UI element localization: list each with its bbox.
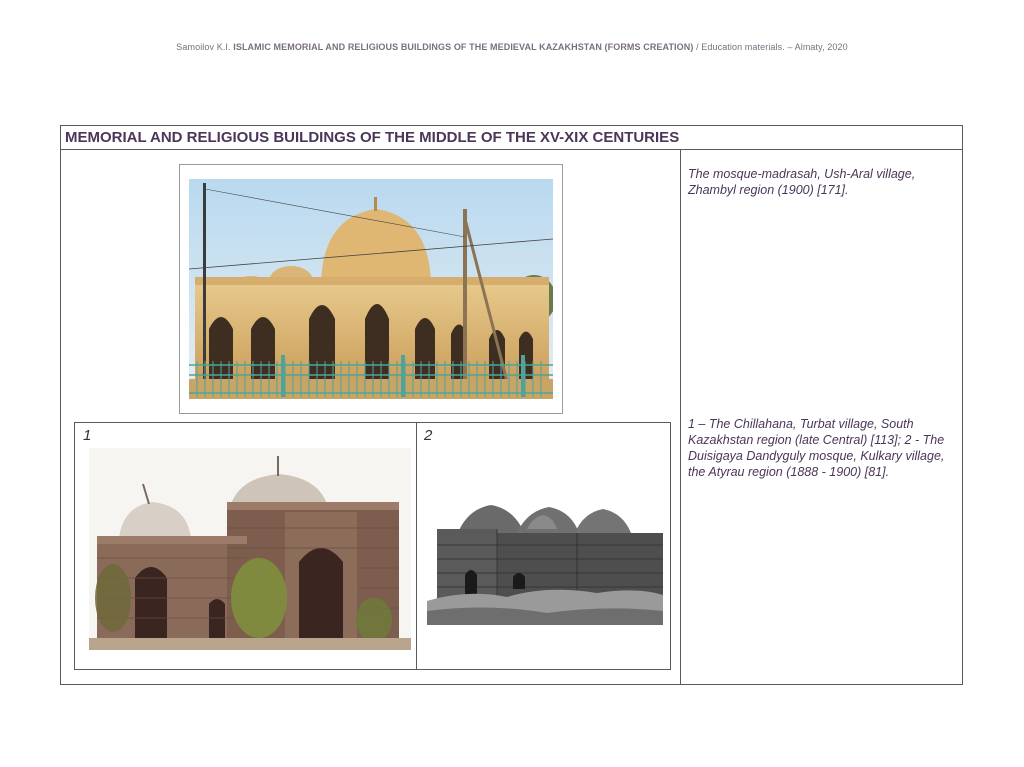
table-title: MEMORIAL AND RELIGIOUS BUILDINGS OF THE MIDDLE OF THE XV-XIX CENTURIES [61, 126, 962, 150]
column-divider [680, 149, 681, 685]
header-suffix: / Education materials. – Almaty, 2020 [696, 42, 848, 52]
photo-sub-table [74, 422, 671, 670]
header-author: Samoilov K.I. [176, 42, 231, 52]
chillahana-photo [89, 448, 411, 650]
content-table [60, 125, 963, 685]
duisigaya-mosque-photo [427, 489, 663, 625]
photo-label-2: 2 [424, 427, 433, 444]
caption-mosque-madrasah: The mosque-madrasah, Ush-Aral village, Zhambyl region (1900) [171]. [688, 167, 916, 197]
header-title: ISLAMIC MEMORIAL AND RELIGIOUS BUILDINGS OF THE MEDIEVAL KAZAKHSTAN (FORMS CREATION) [233, 42, 694, 52]
mosque-madrasah-photo [189, 179, 553, 399]
caption-chillahana-duisigaya: 1 – The Chillahana, Turbat village, South Kazakhstan region (late Central) [113]; 2 - The Duisigaya Dandyguly mosque, Kulkary village, the Atyrau region (1888 - 1900) [81]. [688, 417, 945, 479]
photo-frame-top [179, 164, 563, 414]
sub-table-divider [416, 423, 417, 669]
document-header [0, 42, 1024, 52]
photo-label-1: 1 [83, 427, 92, 444]
